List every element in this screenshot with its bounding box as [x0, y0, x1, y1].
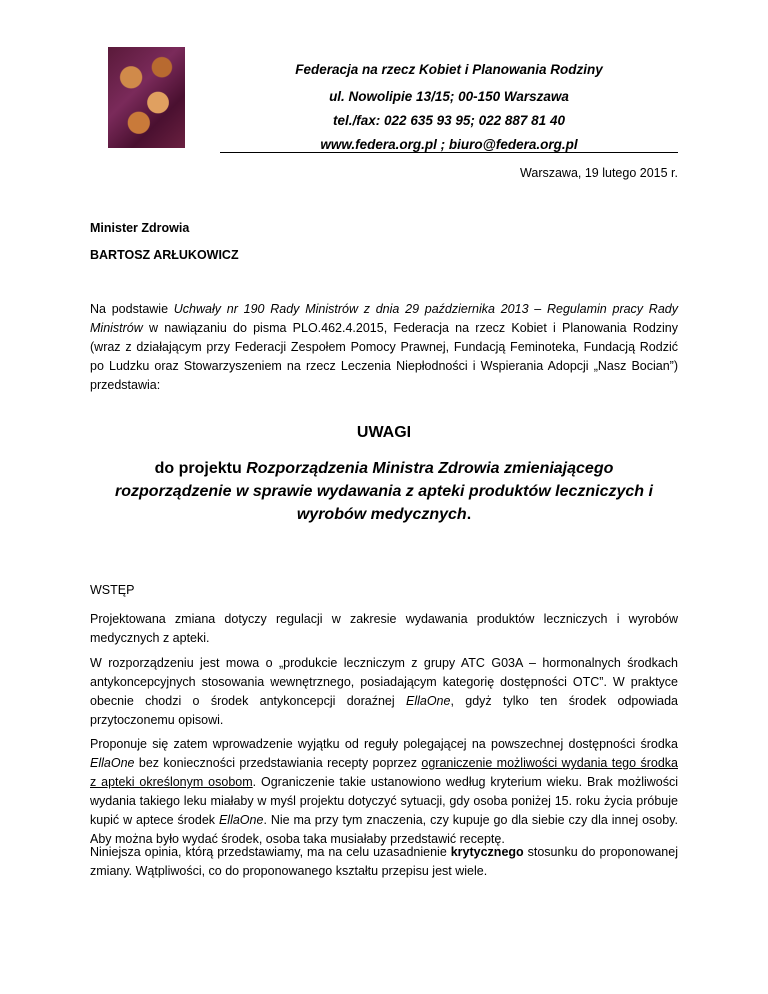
paragraph-3: Proponuje się zatem wprowadzenie wyjątku od reguły polegającej na powszechnej dostępności środka EllaOne bez konieczności przedstawiania recepty poprzez ograniczenie możliwości wydania tego środka z apteki określonym osobom. Ograniczenie takie ustanowiono według kryterium wieku. Brak możliwości wydania takiego leku miałaby w myśl projektu dotyczyć sytuacji, gdy osoba poniżej 15. roku życia próbuje kupić w aptece środek EllaOne. Nie ma przy tym znaczenia, czy kupuje go dla siebie czy dla innej osoby. Aby można było wydać środek, osoba taka musiałaby przedstawić receptę. — [90, 737, 679, 846]
letterhead-address: ul. Nowolipie 13/15; 00-150 Warszawa — [329, 89, 569, 104]
letterhead-phone: tel./fax: 022 635 93 95; 022 887 81 40 — [333, 113, 565, 128]
section-heading-wstep: WSTĘP — [90, 583, 135, 597]
heading-uwagi: UWAGI — [356, 424, 412, 441]
recipient-name: BARTOSZ ARŁUKOWICZ — [90, 248, 239, 262]
paragraph-1: Projektowana zmiana dotyczy regulacji w zakresie wydawania produktów leczniczych i wyrobów medycznych z apteki. — [90, 612, 678, 645]
intro-paragraph: Na podstawie Uchwały nr 190 Rady Ministrów z dnia 29 października 2013 – Regulamin pracy Rady Ministrów w nawiązaniu do pisma PLO.462.4.2015, Federacja na rzecz Kobiet i Planowania Rodziny (wraz z działającym przy Federacji Zespołem Pomocy Prawnej, Fundacją Feminoteka, Fundacją Rodzić po Ludzku oraz Stowarzyszeniem na rzecz Leczenia Niepłodności i Wspierania Adopcji „Nasz Bocian”) przedstawia: — [90, 302, 678, 392]
paragraph-2: W rozporządzeniu jest mowa o „produkcie leczniczym z grupy ATC G03A – hormonalnych środkach antykoncepcyjnych stosowania wewnętrznego, posiadającym kategorię dostępności OTC”. W praktyce obecnie chodzi o środek antykoncepcji doraźnej EllaOne, gdyż tylko ten środek odpowiada przytoczonemu opisowi. — [90, 656, 678, 727]
recipient-title: Minister Zdrowia — [90, 221, 190, 235]
letterhead-org: Federacja na rzecz Kobiet i Planowania Rodziny — [295, 62, 603, 77]
paragraph-4: Niniejsza opinia, którą przedstawiamy, ma na celu uzasadnienie krytycznego stosunku do proponowanej zmiany. Wątpliwości, co do proponowanego kształtu przepisu jest wiele. — [90, 845, 678, 878]
letter-date: Warszawa, 19 lutego 2015 r. — [520, 166, 678, 180]
letterhead-web: www.federa.org.pl ; biuro@federa.org.pl — [320, 137, 578, 152]
federation-logo-image — [108, 47, 185, 148]
document-title: do projektu Rozporządzenia Ministra Zdrowia zmieniającego rozporządzenie w sprawie wydawania z apteki produktów leczniczych i wyrobów medycznych. — [115, 460, 653, 523]
letterhead-divider — [220, 152, 678, 153]
